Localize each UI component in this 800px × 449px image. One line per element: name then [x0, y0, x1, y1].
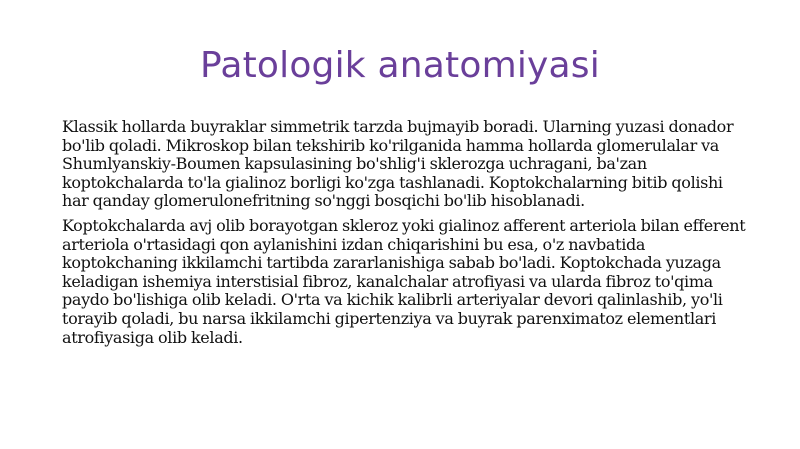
- slide-title: Patologik anatomiyasi: [200, 45, 600, 86]
- paragraph-2: Koptokchalarda avj olib borayotgan skleroz yoki gialinoz afferent arteriola bilan efferent arteriola o'rtasidagi qon aylanishini izdan chiqarishini bu esa, o'z navbatida koptokchaning ikkilamchi tartibda zararlanishiga sabab bo'ladi. Koptokchada yuzaga keladigan ishemiya interstisial fibroz, kanalchalar atrofiyasi va ularda fibroz to'qima paydo bo'lishiga olib keladi. O'rta va kichik kalibrli arteriyalar devori qalinlashib, yo'li torayib qoladi, bu narsa ikkilamchi gipertenziya va buyrak parenximatoz elementlari atrofiyasiga olib keladi.: [62, 215, 746, 347]
- slide-body: [62, 118, 752, 353]
- paragraph-1: Klassik hollarda buyraklar simmetrik tarzda bujmayib boradi. Ularning yuzasi donador bo'lib qoladi. Mikroskop bilan tekshirib ko'rilganida hamma hollarda glomerulalar va Shumlyanskiy-Boumen kapsulasining bo'shlig'i sklerozga uchragani, ba'zan koptokchalarda to'la gialinoz borligi ko'zga tashlanadi. Koptokchalarning bitib qolishi har qanday glomerulonefritning so'nggi bosqichi bo'lib hisoblanadi.: [62, 117, 734, 211]
